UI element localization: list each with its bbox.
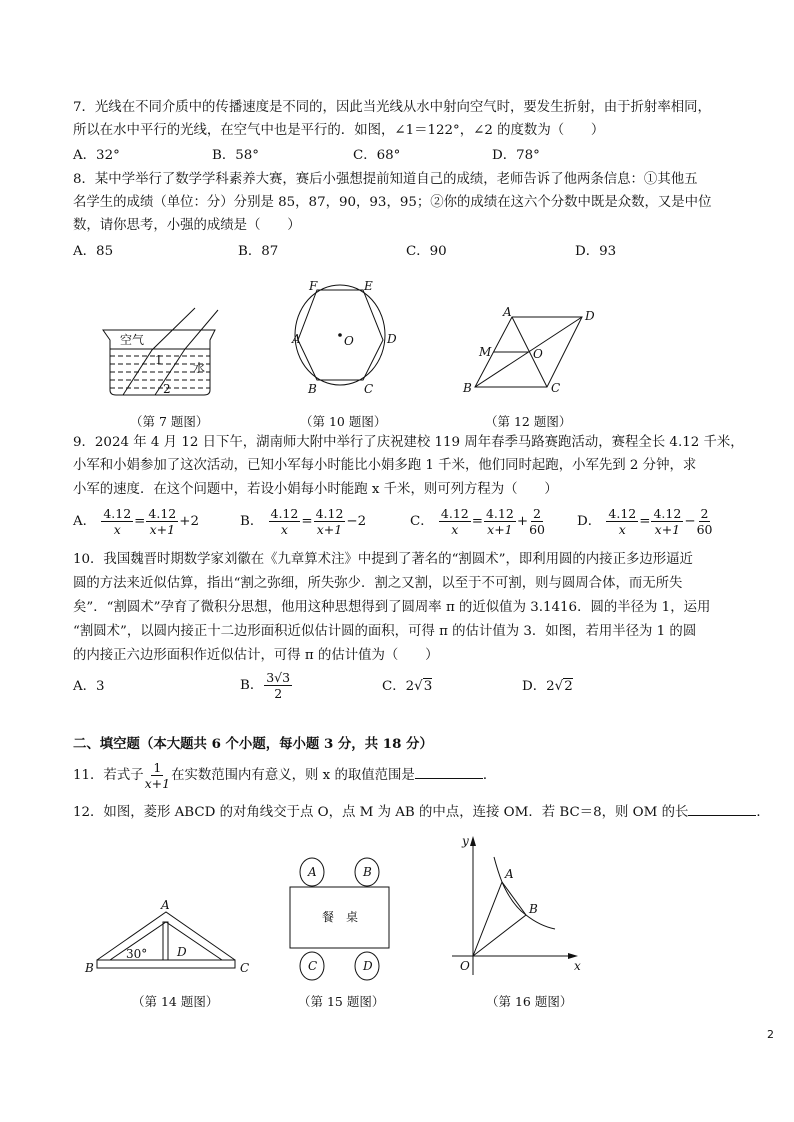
q10-line-4: “割圆术”，以圆内接正十二边形面积近似估计圆的面积，可得 π 的估计值为 3．如图，若用半径为 1 的圆 — [73, 624, 697, 639]
fig15-seat-c: C — [308, 959, 318, 973]
page-number: 2 — [767, 1028, 774, 1041]
figure-10-hexagon — [295, 285, 385, 385]
fig16-label-o: O — [460, 959, 470, 973]
fig7-caption: （第 7 题图） — [130, 414, 209, 429]
fig16-label-y: y — [462, 834, 469, 848]
q12: 12．如图，菱形 ABCD 的对角线交于点 O，点 M 为 AB 的中点，连接 OM．若 BC＝8，则 OM 的长 ． — [73, 805, 770, 820]
q9-option-d: D． $\frac{4.12}{x}$ = $\frac{4.12}{x+1}$ − $\frac{2}{60}$ — [577, 506, 713, 537]
q7-option-d: D．78° — [492, 148, 540, 163]
figure-14-truss — [97, 912, 235, 968]
q10-option-a: A．3 — [73, 679, 105, 694]
fig14-label-d: D — [177, 945, 187, 959]
q8-option-b: B．87 — [238, 244, 279, 259]
fig15-seat-a: A — [308, 865, 317, 879]
q9-line-2: 小军和小娟参加了这次活动，已知小军每小时能比小娟多跑 1 千米，他们同时起跑，小军先到 2 分钟，求 — [73, 458, 697, 473]
fig7-water-label: 水 — [193, 361, 206, 375]
fig12-label-o: O — [533, 347, 543, 361]
q9-option-b: B． $\frac{4.12}{x}$ = $\frac{4.12}{x+1}$ −2 — [240, 506, 367, 537]
q8-option-c: C．90 — [406, 244, 447, 259]
fig15-table-label: 餐 桌 — [322, 910, 359, 924]
fig16-caption: （第 16 题图） — [486, 994, 573, 1009]
q10-line-3: 矣”．“割圆术”孕育了微积分思想，他用这种思想得到了圆周率 π 的近似值为 3.1416．圆的半径为 1，运用 — [73, 600, 711, 615]
fig14-label-b: B — [85, 961, 94, 975]
q8-line-3: 数，请你思考，小强的成绩是（ ） — [73, 218, 301, 233]
fig10-label-o: O — [344, 334, 354, 348]
fig12-label-a: A — [503, 305, 512, 319]
fig10-label-f: F — [309, 279, 318, 293]
fig12-caption: （第 12 题图） — [485, 414, 572, 429]
q10-option-b: B． $\frac{3√3}{2}$ — [240, 670, 291, 701]
q10-option-d: D．2√2 — [522, 679, 573, 694]
figure-16-graph — [452, 840, 573, 975]
q7-option-b: B．58° — [212, 148, 259, 163]
fig12-label-m: M — [479, 345, 492, 359]
q7-option-c: C．68° — [353, 148, 401, 163]
q11: 11．若式子 $\frac{1}{x+1}$ 在实数范围内有意义，则 x 的取值范围是 ． — [73, 760, 497, 791]
q9-option-a: A． $\frac{4.12}{x}$ = $\frac{4.12}{x+1}$ +2 — [73, 506, 199, 537]
fig7-angle-2: 2 — [163, 382, 171, 396]
fig10-caption: （第 10 题图） — [300, 414, 387, 429]
fig16-label-x: x — [574, 959, 581, 973]
q12-answer-blank[interactable] — [688, 803, 756, 816]
fig14-label-c: C — [240, 961, 250, 975]
fig10-label-d: D — [387, 332, 397, 346]
q10-line-5: 的内接正六边形面积作近似估计，可得 π 的估计值为（ ） — [73, 648, 439, 663]
fig14-caption: （第 14 题图） — [132, 994, 219, 1009]
section-2-heading: 二、填空题（本大题共 6 个小题，每小题 3 分，共 18 分） — [73, 736, 433, 752]
q7-line-1: 7．光线在不同介质中的传播速度是不同的，因此当光线从水中射向空气时，要发生折射，由于折射率相同， — [73, 100, 711, 115]
q8-option-d: D．93 — [575, 244, 617, 259]
q8-line-1: 8．某中学举行了数学学科素养大赛，赛后小强想提前知道自己的成绩，老师告诉了他两条信息：①其他五 — [73, 172, 698, 187]
fig15-caption: （第 15 题图） — [298, 994, 385, 1009]
fig10-label-c: C — [364, 382, 374, 396]
q10-line-2: 圆的方法来近似估算，指出“割之弥细，所失弥少．割之又割，以至于不可割，则与圆周合体，而无所失 — [73, 576, 683, 591]
fig7-angle-1: 1 — [155, 353, 163, 367]
q7-line-2: 所以在水中平行的光线，在空气中也是平行的．如图，∠1＝122°，∠2 的度数为（ ） — [73, 123, 605, 138]
q8-option-a: A．85 — [73, 244, 114, 259]
fig15-seat-b: B — [363, 865, 372, 879]
fig16-label-a: A — [505, 867, 514, 881]
fig10-label-b: B — [308, 382, 317, 396]
fig16-label-b: B — [529, 902, 538, 916]
fig12-label-c: C — [551, 381, 561, 395]
figure-15-table — [290, 858, 389, 980]
q11-answer-blank[interactable] — [415, 766, 483, 779]
q7-option-a: A．32° — [73, 148, 120, 163]
q9-line-1: 9．2024 年 4 月 12 日下午，湖南师大附中举行了庆祝建校 119 周年春季马路赛跑活动，赛程全长 4.12 千米， — [73, 435, 744, 450]
q10-option-c: C．2√3 — [382, 679, 433, 694]
fig12-label-b: B — [463, 381, 472, 395]
fig15-seat-d: D — [363, 959, 373, 973]
fig14-label-a: A — [161, 898, 170, 912]
fig7-air-label: 空气 — [120, 333, 145, 347]
q9-line-3: 小军的速度．在这个问题中，若设小娟每小时能跑 x 千米，则可列方程为（ ） — [73, 482, 558, 497]
fig10-label-a: A — [292, 332, 301, 346]
figure-12-rhombus — [475, 317, 582, 387]
figure-7-beaker — [103, 308, 218, 395]
fig10-label-e: E — [364, 279, 373, 293]
q9-option-c: C． $\frac{4.12}{x}$ = $\frac{4.12}{x+1}$ + $\frac{2}{60}$ — [410, 506, 545, 537]
fig14-angle: 30° — [126, 947, 148, 961]
q8-line-2: 名学生的成绩（单位：分）分别是 85，87，90，93，95；②你的成绩在这六个分数中既是众数，又是中位 — [73, 195, 712, 210]
fig12-label-d: D — [585, 309, 595, 323]
q10-line-1: 10．我国魏晋时期数学家刘徽在《九章算术注》中提到了著名的“割圆术”，即利用圆的内接正多边形逼近 — [73, 552, 693, 567]
